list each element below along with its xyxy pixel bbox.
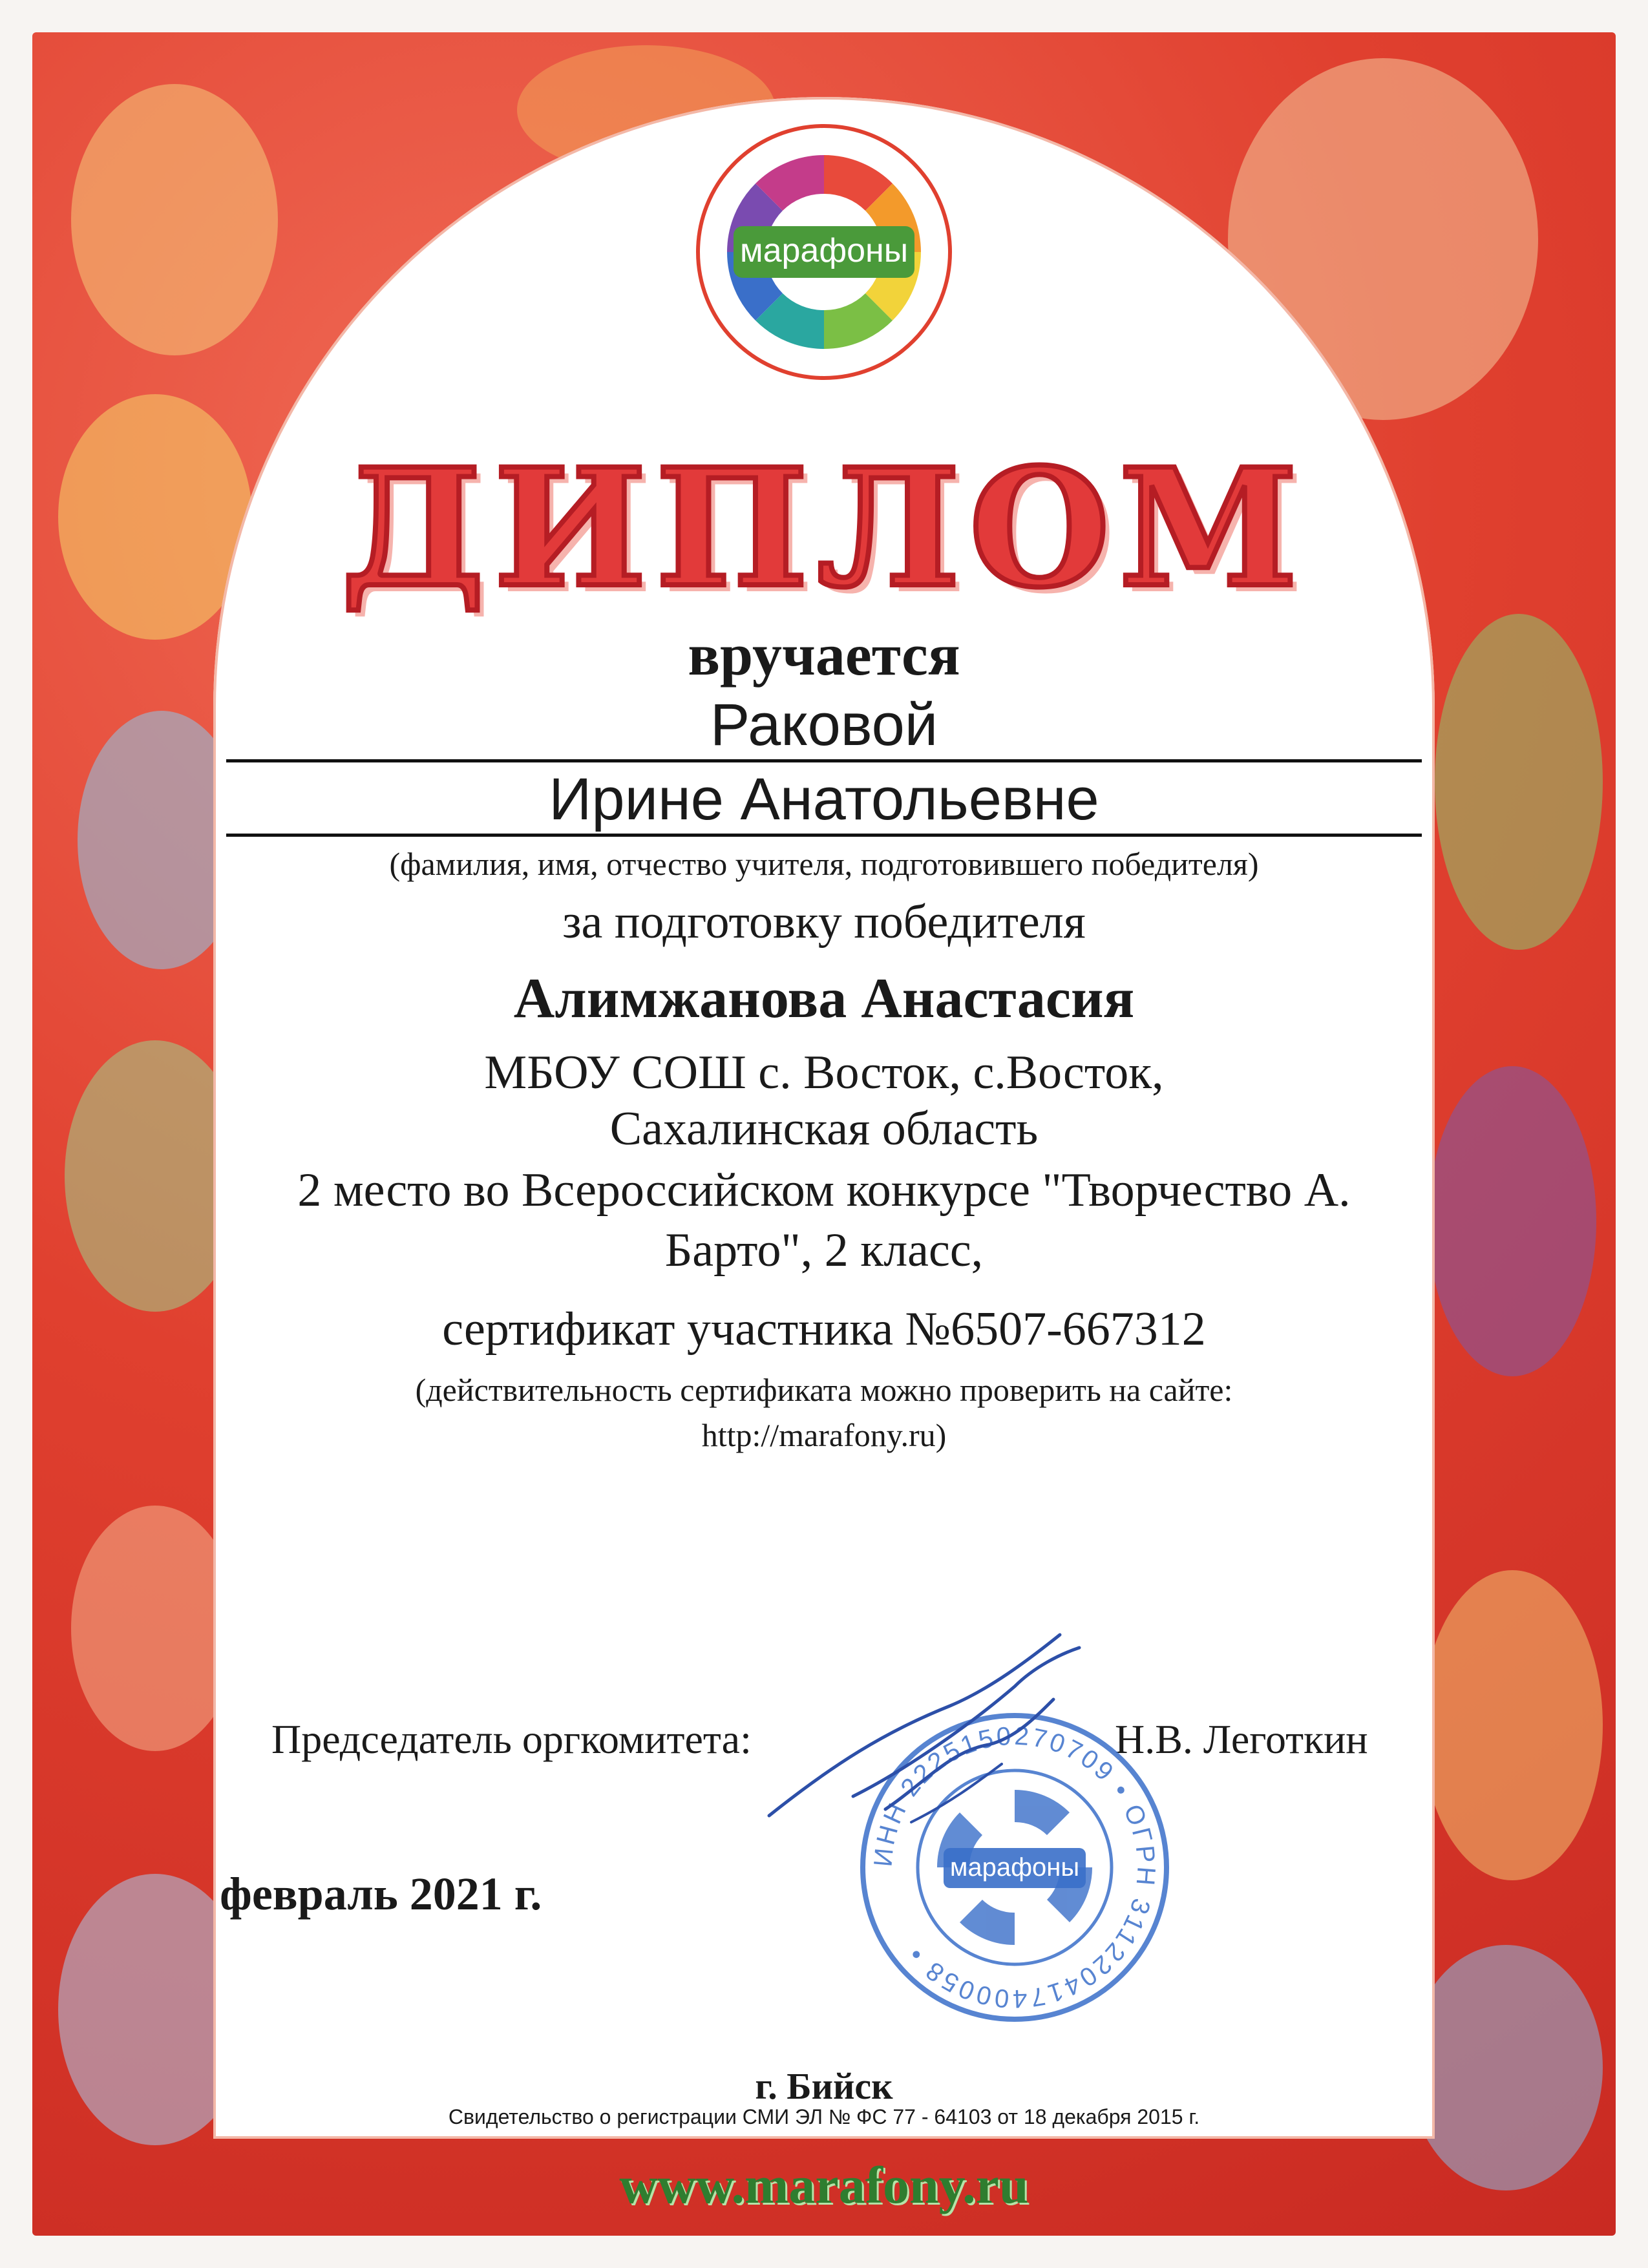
- place-line-continued: Барто", 2 класс,: [664, 1224, 984, 1277]
- diploma-title: ДИПЛОМ: [341, 433, 1307, 623]
- name-underline: [226, 834, 1422, 837]
- registration-note: Свидетельство о регистрации СМИ ЭЛ № ФС 77 - 64103 от 18 декабря 2015 г.: [448, 2105, 1200, 2128]
- winner-name: Алимжанова Анастасия: [513, 967, 1135, 1030]
- frame-illustration: [71, 84, 278, 355]
- teacher-hint: (фамилия, имя, отчество учителя, подготовившего победителя): [389, 846, 1259, 882]
- verification-note: (действительность сертификата можно проверить на сайте:: [415, 1372, 1233, 1408]
- website-link: www.marafony.ru: [619, 2156, 1029, 2214]
- handwritten-signature: [756, 1622, 1092, 1842]
- city: г. Бийск: [755, 2065, 893, 2107]
- name-underline: [226, 759, 1422, 762]
- for-preparation-label: за подготовку победителя: [562, 896, 1086, 949]
- region-line: Сахалинская область: [609, 1102, 1039, 1155]
- verification-url: http://marafony.ru): [701, 1417, 947, 1453]
- issue-date: февраль 2021 г.: [220, 1868, 542, 1920]
- svg-text:марафоны: марафоны: [739, 232, 909, 269]
- teacher-given-name: Ирине Анатольевне: [549, 766, 1099, 832]
- awarded-label: вручается: [688, 622, 960, 688]
- chair-label: Председатель оргкомитета:: [271, 1716, 752, 1762]
- signer-name: Н.В. Леготкин: [1115, 1716, 1368, 1762]
- certificate-number: сертификат участника №6507-667312: [442, 1303, 1206, 1356]
- marafony-logo: [695, 123, 953, 381]
- svg-text:ИНН 2225150270709 • ОГРН 31122: ИНН 2225150270709 • ОГРН 311220417400058 •: [869, 1721, 1161, 2013]
- frame-illustration: [1422, 1570, 1603, 1880]
- place-line: 2 место во Всероссийском конкурсе "Творчество А.: [297, 1164, 1351, 1217]
- svg-text:марафоны: марафоны: [949, 1853, 1080, 1882]
- school-line: МБОУ СОШ с. Восток, с.Восток,: [484, 1046, 1164, 1099]
- teacher-surname: Раковой: [710, 692, 938, 758]
